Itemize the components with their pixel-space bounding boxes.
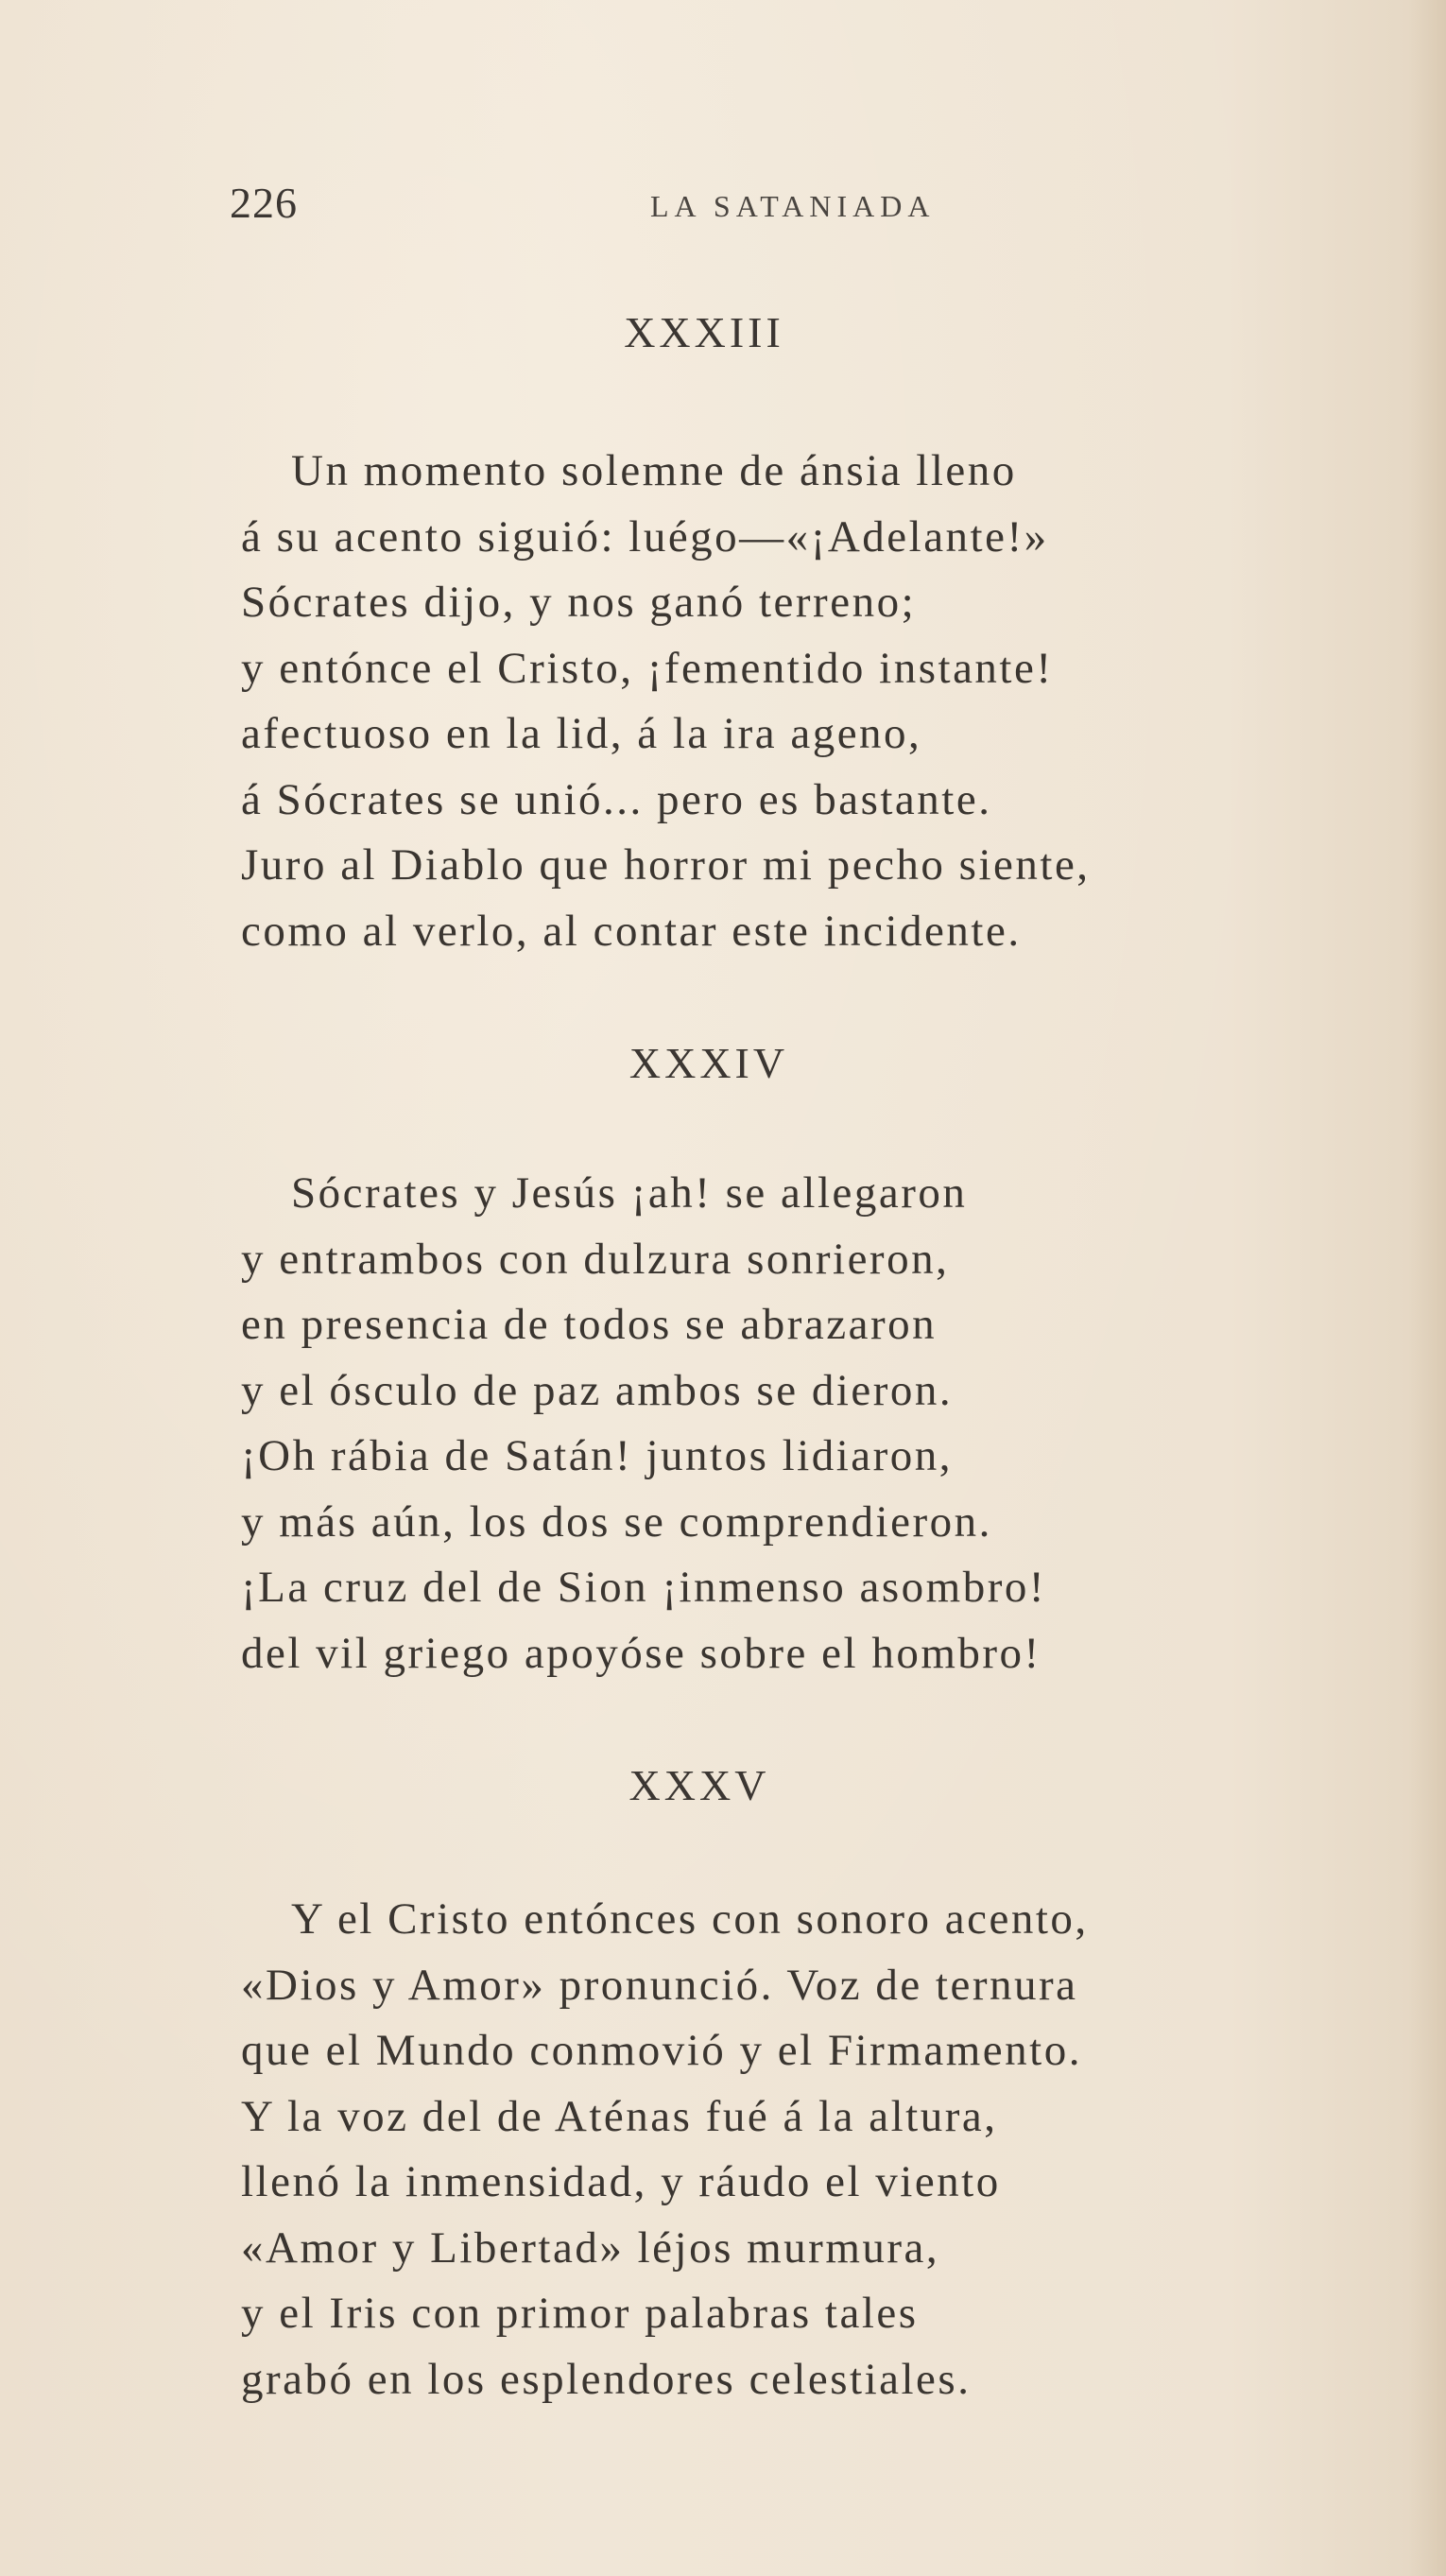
verse-line: «Amor y Libertad» léjos murmura, (241, 2222, 940, 2273)
verse-line: «Dios y Amor» pronunció. Voz de ternura (241, 1960, 1078, 2010)
verse-line: y el Iris con primor palabras tales (241, 2289, 919, 2338)
verse-line: llenó la inmensidad, y ráudo el viento (241, 2157, 1001, 2206)
stanza-number: XXXV (628, 1761, 770, 1809)
verse-line: en presencia de todos se abrazaron (241, 1300, 938, 1349)
verse-line: que el Mundo conmovió y el Firmamento. (241, 2026, 1082, 2075)
stanza-lines (241, 439, 1091, 964)
verse-line: del vil griego apoyóse sobre el hombro! (241, 1628, 1041, 1678)
stanza-lines (241, 1887, 1089, 2412)
verse-line: Y el Cristo entónces con sonoro acento, (291, 1894, 1089, 1944)
verse-line: como al verlo, al contar este incidente. (241, 906, 1022, 956)
verse-line: y más aún, los dos se comprendieron. (241, 1496, 992, 1547)
verse-line: á Sócrates se unió... pero es bastante. (241, 774, 992, 824)
verse-line: Juro al Diablo que horror mi pecho siente, (241, 840, 1091, 890)
verse-line: ¡Oh rábia de Satán! juntos lidiaron, (241, 1431, 954, 1480)
verse-line: y entrambos con dulzura sonrieron, (241, 1234, 950, 1284)
verse-line: ¡La cruz del de Sion ¡inmenso asombro! (241, 1563, 1047, 1612)
verse-line: Y la voz del de Aténas fué á la altura, (241, 2091, 998, 2141)
stanza-number: XXXIV (628, 1039, 789, 1087)
verse-line: afectuoso en la lid, á la ira ageno, (241, 709, 922, 758)
verse-line: á su acento siguió: luégo—«¡Adelante!» (241, 511, 1049, 562)
page-edge-shadow (1408, 0, 1446, 2576)
stanza-lines (241, 1161, 1046, 1686)
verse-line: Sócrates y Jesús ¡ah! se allegaron (291, 1168, 968, 1218)
verse-line: Un momento solemne de ánsia lleno (291, 446, 1017, 495)
verse-line: Sócrates dijo, y nos ganó terreno; (241, 578, 917, 627)
verse-line: y el ósculo de paz ambos se dieron. (241, 1365, 954, 1415)
verse-line: grabó en los esplendores celestiales. (241, 2354, 972, 2404)
page-number: 226 (230, 179, 298, 227)
verse-line: y entónce el Cristo, ¡fementido instante! (241, 643, 1054, 693)
running-head: LA SATANIADA (650, 189, 936, 223)
stanza-number: XXXIII (624, 308, 784, 356)
